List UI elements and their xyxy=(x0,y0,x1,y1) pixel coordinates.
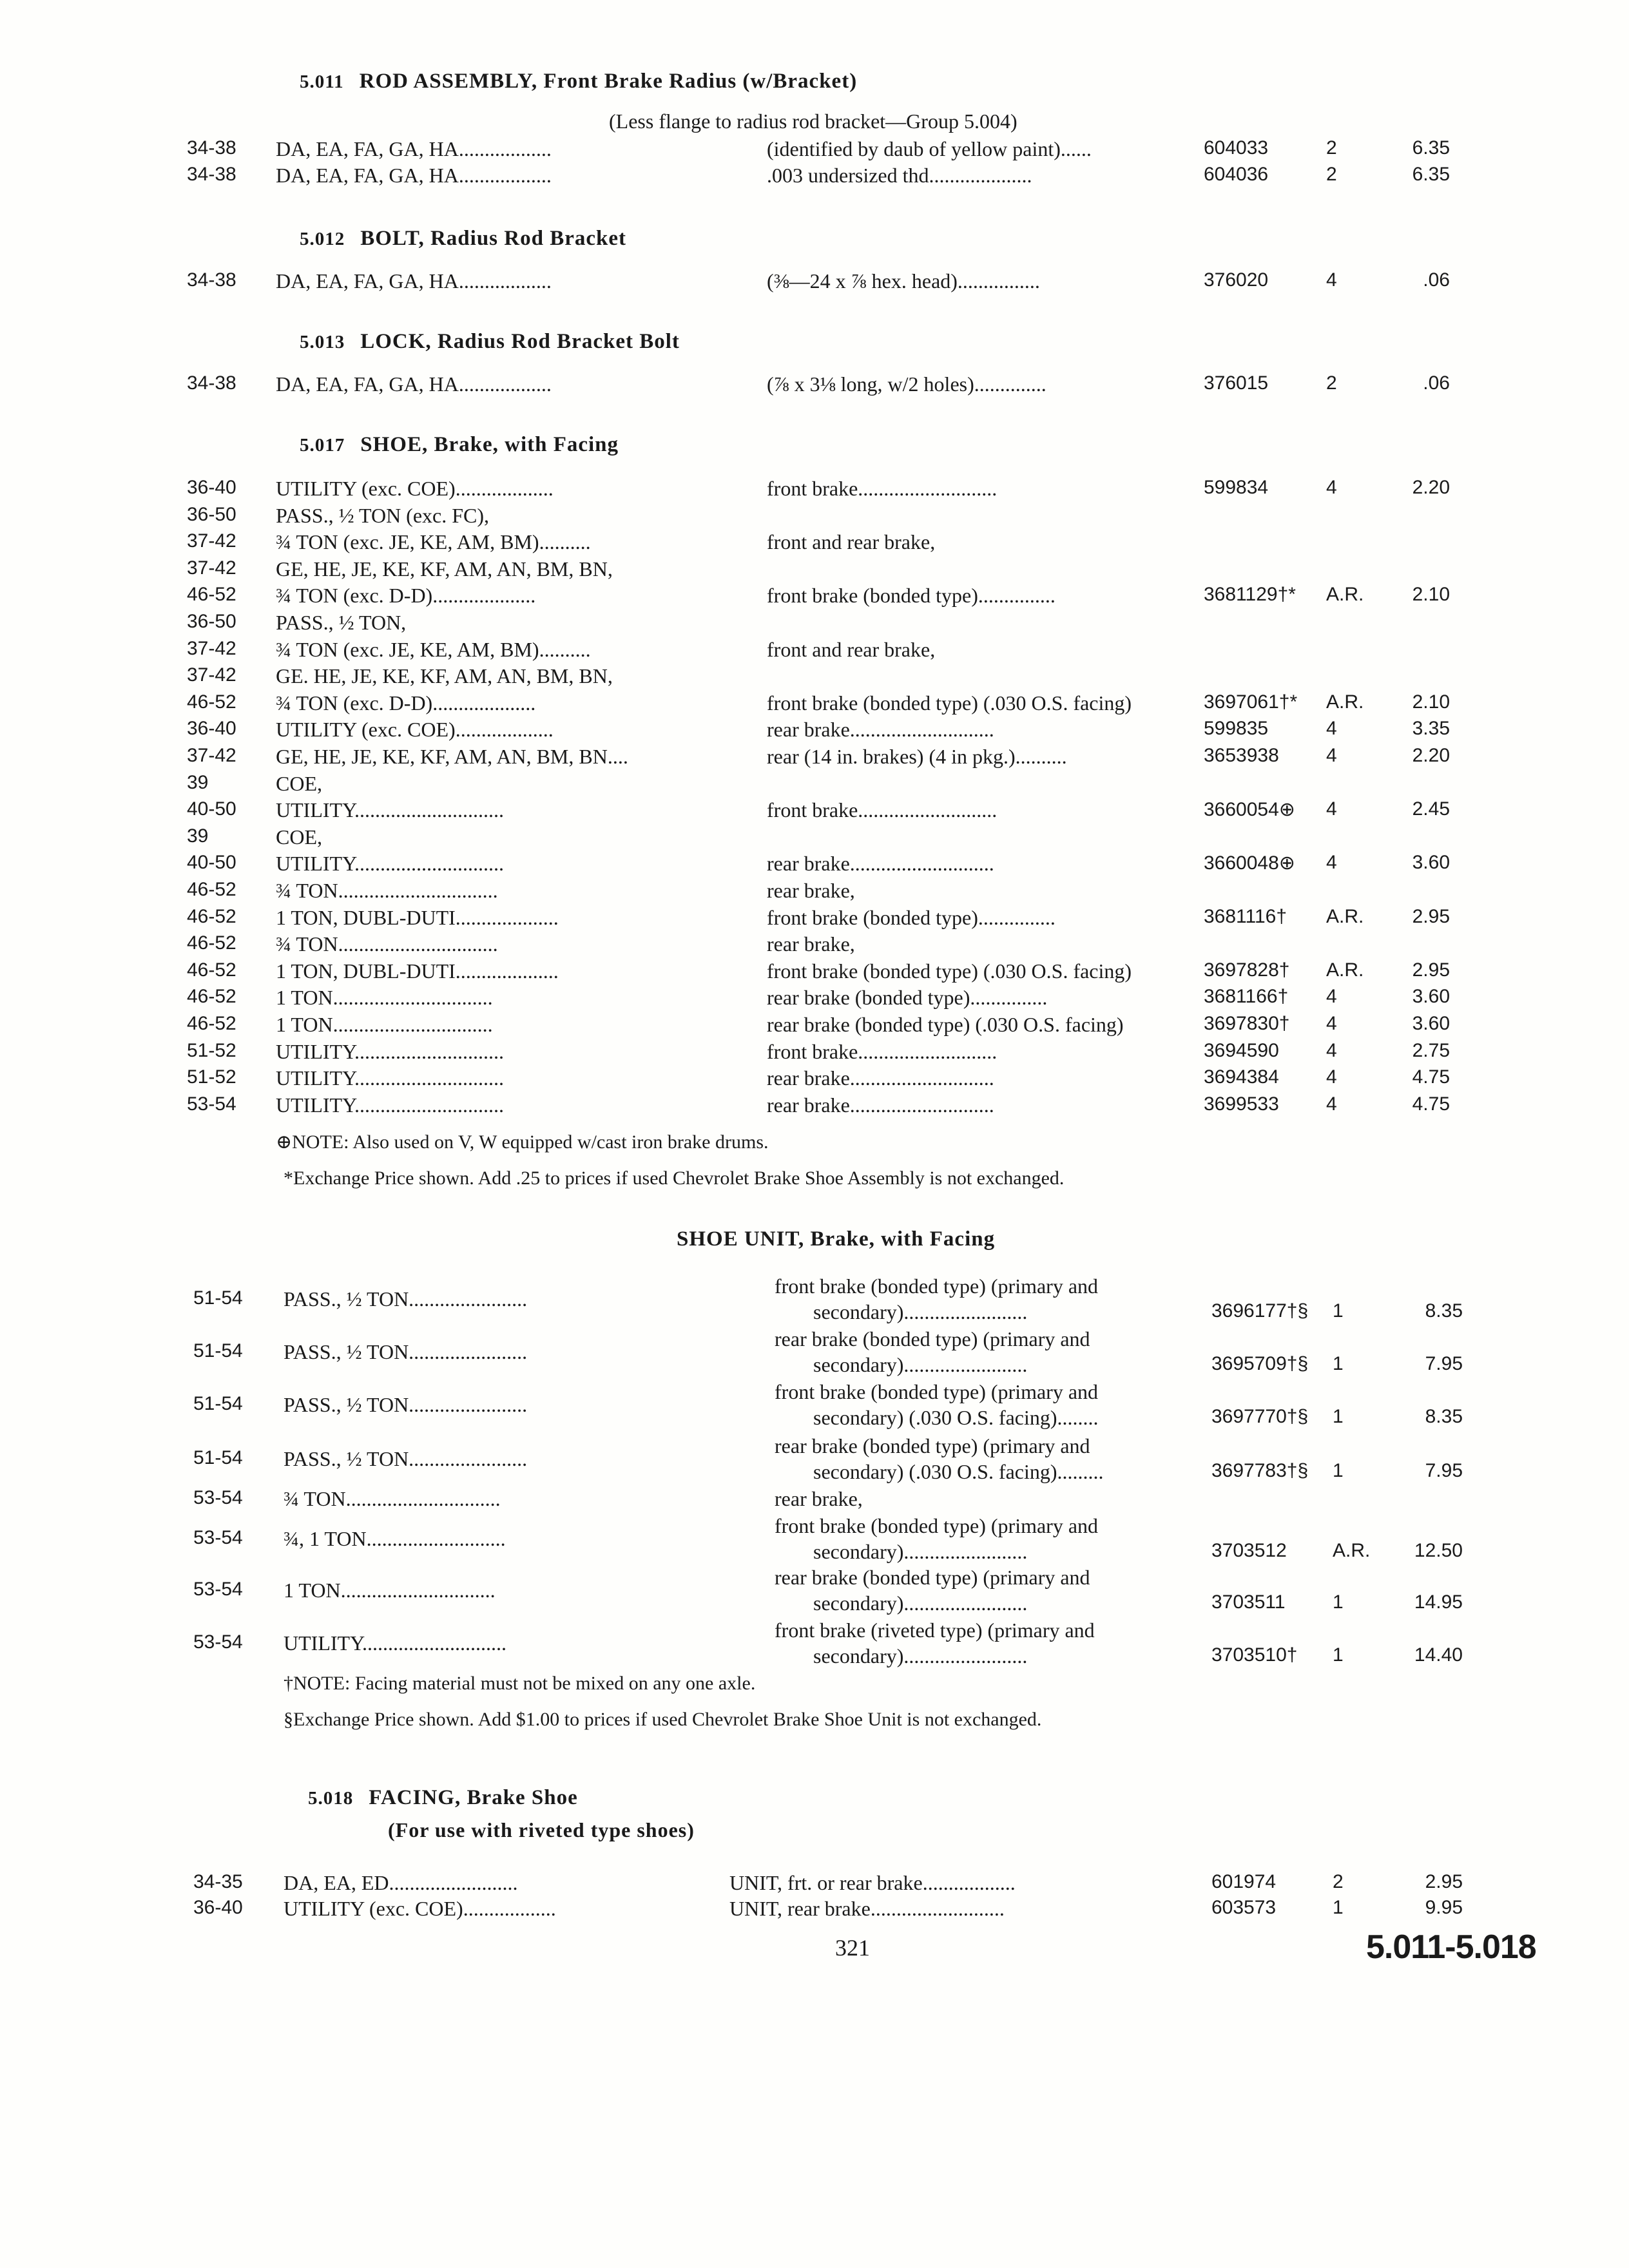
model-list: GE, HE, JE, KE, KF, AM, AN, BM, BN.... xyxy=(276,745,628,768)
year-range: 34-35 xyxy=(193,1871,243,1892)
table-row xyxy=(0,477,1629,505)
part-description: rear brake, xyxy=(767,932,855,956)
part-number: 3694384 xyxy=(1204,1066,1279,1088)
quantity: 1 xyxy=(1333,1591,1344,1613)
note-exchange-price-unit: §Exchange Price shown. Add $1.00 to prices if used Chevrolet Brake Shoe Unit is not exchanged. xyxy=(284,1709,1042,1730)
part-description-cont: secondary) (.030 O.S. facing)........ xyxy=(813,1406,1099,1429)
model-list: ¾ TON............................... xyxy=(276,879,498,902)
part-number: 3681166† xyxy=(1204,986,1289,1008)
model-list: UTILITY (exc. COE)................... xyxy=(276,718,554,742)
model-list: GE, HE, JE, KE, KF, AM, AN, BM, BN, xyxy=(276,557,613,581)
year-range: 53-54 xyxy=(187,1093,236,1115)
quantity: 4 xyxy=(1326,477,1337,498)
section-number: 5.013 xyxy=(300,332,345,352)
part-number: 376020 xyxy=(1204,269,1269,291)
year-range: 37-42 xyxy=(187,664,236,686)
section-number: 5.011 xyxy=(300,72,344,92)
table-row xyxy=(0,718,1629,746)
year-range: 37-42 xyxy=(187,637,236,659)
section-5011-title xyxy=(300,70,857,93)
price: 3.60 xyxy=(1412,986,1450,1008)
price: 7.95 xyxy=(1425,1460,1463,1481)
price: 9.95 xyxy=(1425,1897,1463,1918)
section-5018-title xyxy=(308,1786,578,1810)
year-range: 51-54 xyxy=(193,1340,243,1361)
note-exchange-price: *Exchange Price shown. Add .25 to prices if used Chevrolet Brake Shoe Assembly is not exchanged. xyxy=(284,1168,1065,1189)
table-row xyxy=(0,638,1629,666)
part-number: 3697783†§ xyxy=(1211,1460,1309,1481)
table-row xyxy=(0,530,1629,559)
part-description-cont: secondary)........................ xyxy=(813,1353,1028,1376)
year-range: 51-54 xyxy=(193,1287,243,1309)
section-name: SHOE, Brake, with Facing xyxy=(360,433,619,456)
quantity: 1 xyxy=(1333,1460,1344,1481)
part-description-cont: secondary)........................ xyxy=(813,1300,1028,1323)
section-number: 5.012 xyxy=(300,229,345,249)
page-section-range: 5.011-5.018 xyxy=(1366,1928,1536,1966)
year-range: 46-52 xyxy=(187,986,236,1008)
model-list: DA, EA, FA, GA, HA.................. xyxy=(276,164,552,187)
part-number: 3699533 xyxy=(1204,1093,1279,1115)
table-row xyxy=(0,798,1629,827)
price: 7.95 xyxy=(1425,1353,1463,1374)
section-name: ROD ASSEMBLY, Front Brake Radius (w/Bracket) xyxy=(359,70,858,93)
price: 3.60 xyxy=(1412,852,1450,874)
quantity: 1 xyxy=(1333,1897,1344,1918)
quantity: 4 xyxy=(1326,1093,1337,1115)
model-list: UTILITY............................. xyxy=(276,852,505,876)
table-row xyxy=(0,691,1629,720)
year-range: 46-52 xyxy=(187,1013,236,1034)
model-list: ¾ TON (exc. D-D).................... xyxy=(276,691,536,715)
table-row xyxy=(0,852,1629,880)
year-range: 46-52 xyxy=(187,932,236,954)
year-range: 46-52 xyxy=(187,879,236,900)
year-range: 46-52 xyxy=(187,691,236,713)
model-list: COE, xyxy=(276,825,322,849)
part-description: rear brake (bonded type) (.030 O.S. facing) xyxy=(767,1013,1124,1036)
model-list: ¾ TON.............................. xyxy=(284,1487,501,1510)
price: 14.95 xyxy=(1414,1591,1463,1613)
section-name: FACING, Brake Shoe xyxy=(369,1786,578,1809)
table-row xyxy=(0,825,1629,854)
price: 6.35 xyxy=(1412,137,1450,159)
quantity: A.R. xyxy=(1326,691,1364,713)
model-list: ¾ TON............................... xyxy=(276,932,498,956)
table-row xyxy=(0,504,1629,532)
table-row xyxy=(0,959,1629,988)
model-list: UTILITY............................. xyxy=(276,1039,505,1063)
price: 2.10 xyxy=(1412,584,1450,606)
price: 3.35 xyxy=(1412,718,1450,740)
model-list: PASS., ½ TON (exc. FC), xyxy=(276,503,490,527)
year-range: 37-42 xyxy=(187,557,236,579)
price: .06 xyxy=(1423,269,1450,291)
model-list: UTILITY............................ xyxy=(284,1631,507,1655)
quantity: 2 xyxy=(1326,372,1337,394)
year-range: 36-40 xyxy=(193,1897,243,1918)
part-number: 601974 xyxy=(1211,1871,1277,1892)
year-range: 51-54 xyxy=(193,1393,243,1414)
price: 8.35 xyxy=(1425,1406,1463,1427)
quantity: 2 xyxy=(1326,164,1337,185)
year-range: 36-40 xyxy=(187,718,236,740)
part-description: front brake (bonded type)............... xyxy=(767,584,1055,608)
section-5013-title xyxy=(300,330,680,354)
part-description: front and rear brake, xyxy=(767,637,936,661)
part-description: front brake (riveted type) (primary and xyxy=(775,1619,1095,1642)
table-row xyxy=(0,906,1629,934)
part-description-cont: secondary)........................ xyxy=(813,1644,1028,1667)
price: 12.50 xyxy=(1414,1540,1463,1561)
part-description: rear brake............................ xyxy=(767,1093,994,1117)
part-number: 3681129†* xyxy=(1204,584,1296,606)
year-range: 36-40 xyxy=(187,477,236,498)
price: 8.35 xyxy=(1425,1300,1463,1321)
price: 2.10 xyxy=(1412,691,1450,713)
section-name: BOLT, Radius Rod Bracket xyxy=(360,227,626,250)
table-row xyxy=(0,1434,1629,1488)
quantity: 2 xyxy=(1333,1871,1344,1892)
model-list: PASS., ½ TON....................... xyxy=(284,1447,528,1470)
price: 6.35 xyxy=(1412,164,1450,185)
table-row xyxy=(0,164,1629,192)
quantity: 4 xyxy=(1326,718,1337,740)
table-row xyxy=(0,1093,1629,1122)
table-row xyxy=(0,372,1629,401)
part-description: front brake........................... xyxy=(767,1039,998,1063)
year-range: 53-54 xyxy=(193,1487,243,1508)
price: .06 xyxy=(1423,372,1450,394)
table-row xyxy=(0,269,1629,298)
quantity: 4 xyxy=(1326,1013,1337,1034)
year-range: 34-38 xyxy=(187,372,236,394)
table-row xyxy=(0,1566,1629,1620)
table-row xyxy=(0,1380,1629,1434)
part-number: 604036 xyxy=(1204,164,1269,185)
table-row xyxy=(0,1897,1629,1925)
section-5012-title xyxy=(300,227,626,251)
quantity: 4 xyxy=(1326,798,1337,820)
shoe-unit-title: SHOE UNIT, Brake, with Facing xyxy=(677,1227,996,1251)
year-range: 36-50 xyxy=(187,503,236,525)
model-list: DA, EA, ED......................... xyxy=(284,1871,518,1894)
part-description: rear brake............................ xyxy=(767,852,994,876)
part-number: 3697828† xyxy=(1204,959,1290,981)
quantity: 4 xyxy=(1326,852,1337,874)
part-description: rear brake............................ xyxy=(767,718,994,742)
model-list: DA, EA, FA, GA, HA.................. xyxy=(276,137,552,160)
price: 2.95 xyxy=(1412,959,1450,981)
part-number: 3703510† xyxy=(1211,1644,1298,1666)
note-cast-iron: ⊕NOTE: Also used on V, W equipped w/cast iron brake drums. xyxy=(276,1131,769,1153)
year-range: 53-54 xyxy=(193,1527,243,1548)
year-range: 53-54 xyxy=(193,1631,243,1653)
quantity: A.R. xyxy=(1326,905,1364,927)
year-range: 34-38 xyxy=(187,137,236,159)
model-list: PASS., ½ TON....................... xyxy=(284,1340,528,1363)
year-range: 40-50 xyxy=(187,798,236,820)
model-list: UTILITY............................. xyxy=(276,798,505,822)
part-number: 3697830† xyxy=(1204,1013,1290,1034)
section-number: 5.017 xyxy=(300,435,345,456)
model-list: PASS., ½ TON....................... xyxy=(284,1393,528,1416)
quantity: 4 xyxy=(1326,1039,1337,1061)
part-number: 603573 xyxy=(1211,1897,1277,1918)
model-list: 1 TON, DUBL-DUTI.................... xyxy=(276,905,559,929)
model-list: COE, xyxy=(276,771,322,795)
model-list: ¾ TON (exc. JE, KE, AM, BM).......... xyxy=(276,530,591,554)
model-list: 1 TON............................... xyxy=(276,1013,493,1036)
quantity: 4 xyxy=(1326,986,1337,1008)
table-row xyxy=(0,1327,1629,1381)
quantity: A.R. xyxy=(1326,959,1364,981)
year-range: 36-50 xyxy=(187,611,236,632)
model-list: UTILITY (exc. COE).................. xyxy=(284,1897,556,1920)
part-description: (identified by daub of yellow paint)...... xyxy=(767,137,1092,160)
section-name: LOCK, Radius Rod Bracket Bolt xyxy=(360,330,680,353)
price: 4.75 xyxy=(1412,1093,1450,1115)
table-row xyxy=(0,745,1629,773)
quantity: 4 xyxy=(1326,745,1337,766)
year-range: 34-38 xyxy=(187,164,236,185)
quantity: 2 xyxy=(1326,137,1337,159)
price: 2.75 xyxy=(1412,1039,1450,1061)
quantity: 1 xyxy=(1333,1300,1344,1321)
quantity: 1 xyxy=(1333,1406,1344,1427)
model-list: UTILITY............................. xyxy=(276,1093,505,1117)
year-range: 39 xyxy=(187,825,209,847)
table-row xyxy=(0,557,1629,586)
table-row xyxy=(0,1514,1629,1568)
part-description: rear (14 in. brakes) (4 in pkg.).......... xyxy=(767,745,1067,768)
table-row xyxy=(0,1013,1629,1041)
price: 4.75 xyxy=(1412,1066,1450,1088)
price: 2.20 xyxy=(1412,477,1450,498)
model-list: UTILITY (exc. COE)................... xyxy=(276,477,554,500)
part-number: 599834 xyxy=(1204,477,1269,498)
part-description-cont: secondary)........................ xyxy=(813,1591,1028,1615)
part-description: .003 undersized thd.................... xyxy=(767,164,1032,187)
part-description: rear brake (bonded type) (primary and xyxy=(775,1434,1090,1457)
table-row xyxy=(0,611,1629,639)
part-number: 3660048⊕ xyxy=(1204,852,1295,874)
table-row xyxy=(0,1066,1629,1095)
quantity: A.R. xyxy=(1326,584,1364,606)
section-number: 5.018 xyxy=(308,1788,354,1809)
model-list: 1 TON.............................. xyxy=(284,1579,496,1602)
year-range: 34-38 xyxy=(187,269,236,291)
part-description: rear brake, xyxy=(775,1487,863,1510)
year-range: 37-42 xyxy=(187,745,236,766)
table-row xyxy=(0,1619,1629,1673)
part-description: (⅞ x 3⅛ long, w/2 holes).............. xyxy=(767,372,1046,396)
part-description: rear brake (bonded type) (primary and xyxy=(775,1327,1090,1350)
section-5011-subtitle: (Less flange to radius rod bracket—Group 5.004) xyxy=(609,110,1017,133)
model-list: PASS., ½ TON....................... xyxy=(284,1287,528,1311)
quantity: 4 xyxy=(1326,269,1337,291)
model-list: ¾, 1 TON........................... xyxy=(284,1527,506,1550)
quantity: A.R. xyxy=(1333,1540,1371,1561)
section-5017-title xyxy=(300,433,619,457)
part-description: front brake........................... xyxy=(767,798,998,822)
part-description: rear brake............................ xyxy=(767,1066,994,1090)
part-number: 604033 xyxy=(1204,137,1269,159)
quantity: 4 xyxy=(1326,1066,1337,1088)
table-row xyxy=(0,1871,1629,1899)
part-description: front brake (bonded type) (primary and xyxy=(775,1514,1099,1537)
part-description: front brake (bonded type)............... xyxy=(767,905,1055,929)
part-number: 3703512 xyxy=(1211,1540,1287,1561)
model-list: ¾ TON (exc. JE, KE, AM, BM).......... xyxy=(276,637,591,661)
part-description: rear brake (bonded type)............... xyxy=(767,986,1048,1010)
part-number: 3653938 xyxy=(1204,745,1279,766)
part-description: front brake (bonded type) (primary and xyxy=(775,1380,1099,1403)
part-number: 599835 xyxy=(1204,718,1269,740)
part-number: 3681116† xyxy=(1204,905,1287,927)
table-row xyxy=(0,1040,1629,1068)
model-list: PASS., ½ TON, xyxy=(276,611,407,634)
year-range: 53-54 xyxy=(193,1579,243,1600)
table-row xyxy=(0,664,1629,693)
model-list: UTILITY............................. xyxy=(276,1066,505,1090)
section-5018-subtitle: (For use with riveted type shoes) xyxy=(388,1818,695,1841)
part-number: 3660054⊕ xyxy=(1204,799,1295,821)
table-row xyxy=(0,772,1629,800)
part-description: rear brake, xyxy=(767,879,855,902)
part-number: 3697770†§ xyxy=(1211,1406,1309,1427)
table-row xyxy=(0,986,1629,1014)
part-description-cont: secondary) (.030 O.S. facing)......... xyxy=(813,1460,1104,1483)
year-range: 37-42 xyxy=(187,530,236,552)
price: 2.95 xyxy=(1412,905,1450,927)
note-facing-material: †NOTE: Facing material must not be mixed on any one axle. xyxy=(284,1673,756,1694)
table-row xyxy=(0,932,1629,961)
quantity: 1 xyxy=(1333,1353,1344,1374)
part-number: 3696177†§ xyxy=(1211,1300,1309,1321)
year-range: 46-52 xyxy=(187,959,236,981)
part-number: 3697061†* xyxy=(1204,691,1298,713)
part-number: 3694590 xyxy=(1204,1039,1279,1061)
part-description: front brake (bonded type) (.030 O.S. facing) xyxy=(767,691,1132,715)
model-list: ¾ TON (exc. D-D).................... xyxy=(276,584,536,608)
model-list: 1 TON, DUBL-DUTI.................... xyxy=(276,959,559,983)
price: 2.45 xyxy=(1412,798,1450,820)
year-range: 39 xyxy=(187,771,209,793)
part-number: 376015 xyxy=(1204,372,1269,394)
table-row xyxy=(0,1274,1629,1329)
part-description: UNIT, rear brake.......................... xyxy=(729,1897,1005,1920)
year-range: 40-50 xyxy=(187,852,236,874)
part-description: (⅜—24 x ⅞ hex. head)................ xyxy=(767,269,1040,293)
part-number: 3703511 xyxy=(1211,1591,1286,1613)
price: 2.20 xyxy=(1412,745,1450,766)
year-range: 51-52 xyxy=(187,1066,236,1088)
model-list: 1 TON............................... xyxy=(276,986,493,1010)
price: 3.60 xyxy=(1412,1013,1450,1034)
part-description: front brake........................... xyxy=(767,477,998,500)
part-description: front brake (bonded type) (primary and xyxy=(775,1274,1099,1298)
quantity: 1 xyxy=(1333,1644,1344,1666)
year-range: 46-52 xyxy=(187,905,236,927)
year-range: 46-52 xyxy=(187,584,236,606)
part-description: front and rear brake, xyxy=(767,530,936,554)
model-list: DA, EA, FA, GA, HA.................. xyxy=(276,372,552,396)
table-row xyxy=(0,584,1629,612)
price: 14.40 xyxy=(1414,1644,1463,1666)
part-description: rear brake (bonded type) (primary and xyxy=(775,1566,1090,1589)
part-number: 3695709†§ xyxy=(1211,1353,1309,1374)
part-description: front brake (bonded type) (.030 O.S. facing) xyxy=(767,959,1132,983)
table-row xyxy=(0,879,1629,907)
year-range: 51-52 xyxy=(187,1039,236,1061)
model-list: DA, EA, FA, GA, HA.................. xyxy=(276,269,552,293)
price: 2.95 xyxy=(1425,1871,1463,1892)
year-range: 51-54 xyxy=(193,1447,243,1468)
table-row xyxy=(0,137,1629,166)
model-list: GE. HE, JE, KE, KF, AM, AN, BM, BN, xyxy=(276,664,613,688)
part-description: UNIT, frt. or rear brake.................. xyxy=(729,1871,1016,1894)
part-description-cont: secondary)........................ xyxy=(813,1540,1028,1563)
page-number: 321 xyxy=(835,1935,870,1961)
